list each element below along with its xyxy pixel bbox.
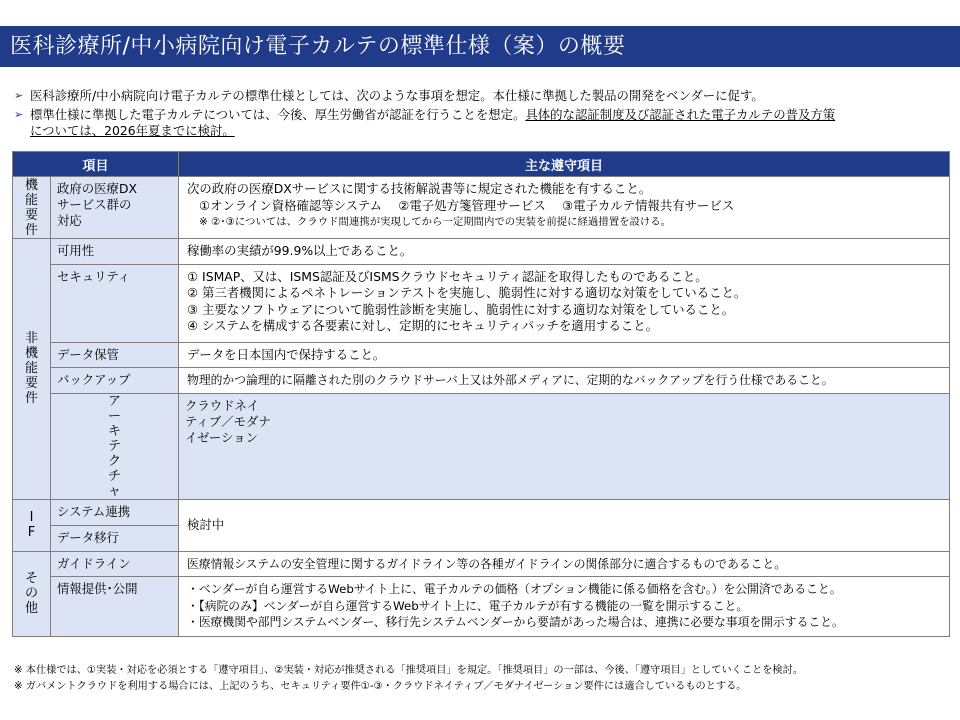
bullet-item	[14, 107, 950, 139]
desc-dx: 次の政府の医療DXサービスに関する技術解説書等に規定された機能を有すること。 ①オンライン資格確認等システム ②電子処方箋管理サービス ③電子カルテ情報共有サービス ※ ②･③については、クラウド間連携が実現してから一定期間内での実装を前提に経過措置を設ける。	[179, 177, 950, 239]
bullet-text	[30, 107, 950, 139]
table-row	[13, 264, 950, 342]
table-row	[13, 368, 950, 394]
desc-backup: 物理的かつ論理的に隔離された別のクラウドサーバ上又は外部メディアに、定期的なバックアップを行う仕様であること。	[179, 368, 950, 394]
table-header-row	[13, 152, 950, 177]
bullet-item	[14, 88, 950, 104]
category-nonfunctional: 非 機 能 要 件	[13, 239, 51, 500]
bullet-text: 医科診療所/中小病院向け電子カルテの標準仕様としては、次のような事項を想定。本仕様に準拠した製品の開発をベンダーに促す。	[30, 88, 764, 103]
spec-table	[12, 151, 950, 637]
bullet-text-underlined: については、2026年夏までに検討。	[30, 123, 235, 138]
desc-guideline: 医療情報システムの安全管理に関するガイドライン等の各種ガイドラインの関係部分に適合するものであること。	[179, 551, 950, 577]
table-row	[13, 499, 950, 525]
footnote: ※ 本仕様では、①実装・対応を必須とする「遵守項目」、②実装・対応が推奨される「推奨項目」を規定。「推奨項目」の一部は、今後、「遵守項目」としていくことを検討。	[14, 665, 803, 676]
item-security: セキュリティ	[51, 264, 179, 342]
page-title: 医科診療所/中小病院向け電子カルテの標準仕様（案）の概要	[0, 26, 960, 67]
category-functional: 機 能 要 件	[13, 177, 51, 239]
desc-security: ① ISMAP、又は、ISMS認証及びISMSクラウドセキュリティ認証を取得したものであること。 ② 第三者機関によるペネトレーションテストを実施し、脆弱性に対する適切な対策をしていること。 ③ 主要なソフトウェアについて脆弱性診断を実施し、脆弱性に対する適切な対策をしていること。 ④ システムを構成する各要素に対し、定期的にセキュリティパッチを適用すること。	[179, 264, 950, 342]
category-interface: I F	[13, 499, 51, 551]
item-dx: 政府の医療DX サービス群の 対応	[51, 177, 179, 239]
table-row	[13, 239, 950, 265]
category-other: そ の 他	[13, 551, 51, 637]
footnotes	[14, 663, 950, 695]
item-data-migration: データ移行	[51, 525, 179, 551]
arrow-bullet-icon: ➢	[14, 89, 24, 102]
header-item: 項目	[13, 152, 179, 177]
table-row	[13, 177, 950, 239]
table-row	[13, 577, 950, 637]
note-dx: ※ ②･③については、クラウド間連携が実現してから一定期間内での実装を前提に経過措置を設ける。	[199, 216, 672, 228]
table-row	[13, 551, 950, 577]
item-guideline: ガイドライン	[51, 551, 179, 577]
desc-data-storage: データを日本国内で保持すること。	[179, 342, 950, 368]
desc-interface: 検討中	[179, 499, 950, 551]
item-data-storage: データ保管	[51, 342, 179, 368]
bullet-text-plain: 標準仕様に準拠した電子カルテについては、今後、厚生労働省が認証を行うことを想定。	[30, 107, 526, 122]
category-architecture: ア ー キ テ ク チ ャ	[51, 393, 179, 499]
desc-availability: 稼働率の実績が99.9%以上であること。	[179, 239, 950, 265]
item-info-disclosure: 情報提供･公開	[51, 577, 179, 637]
desc-info-disclosure: ・ベンダーが自ら運営するWebサイト上に、電子カルテの価格（オプション機能に係る価格を含む。）を公開済であること。 ・【病院のみ】ベンダーが自ら運営するWebサイト上に、電子カルテが有する機能の一覧を開示すること。 ・医療機関や部門システムベンダー、移行先システムベンダーから要請があった場合は、連携に必要な事項を開示すること。	[179, 577, 950, 637]
intro-bullets	[14, 88, 950, 142]
item-system-link: システム連携	[51, 499, 179, 525]
item-cloud-native: クラウドネイ ティブ／モダナ イゼーション	[179, 393, 950, 499]
table-row	[13, 393, 950, 499]
arrow-bullet-icon: ➢	[14, 108, 24, 121]
header-main: 主な遵守項目	[179, 152, 950, 177]
bullet-text-underlined: 具体的な認証制度及び認証された電子カルテの普及方策	[525, 107, 836, 122]
item-backup: バックアップ	[51, 368, 179, 394]
footnote: ※ ガバメントクラウドを利用する場合には、上記のうち、セキュリティ要件①-③・クラウドネイティブ／モダナイゼーション要件には適合しているものとする。	[14, 681, 747, 692]
table-row	[13, 342, 950, 368]
item-availability: 可用性	[51, 239, 179, 265]
